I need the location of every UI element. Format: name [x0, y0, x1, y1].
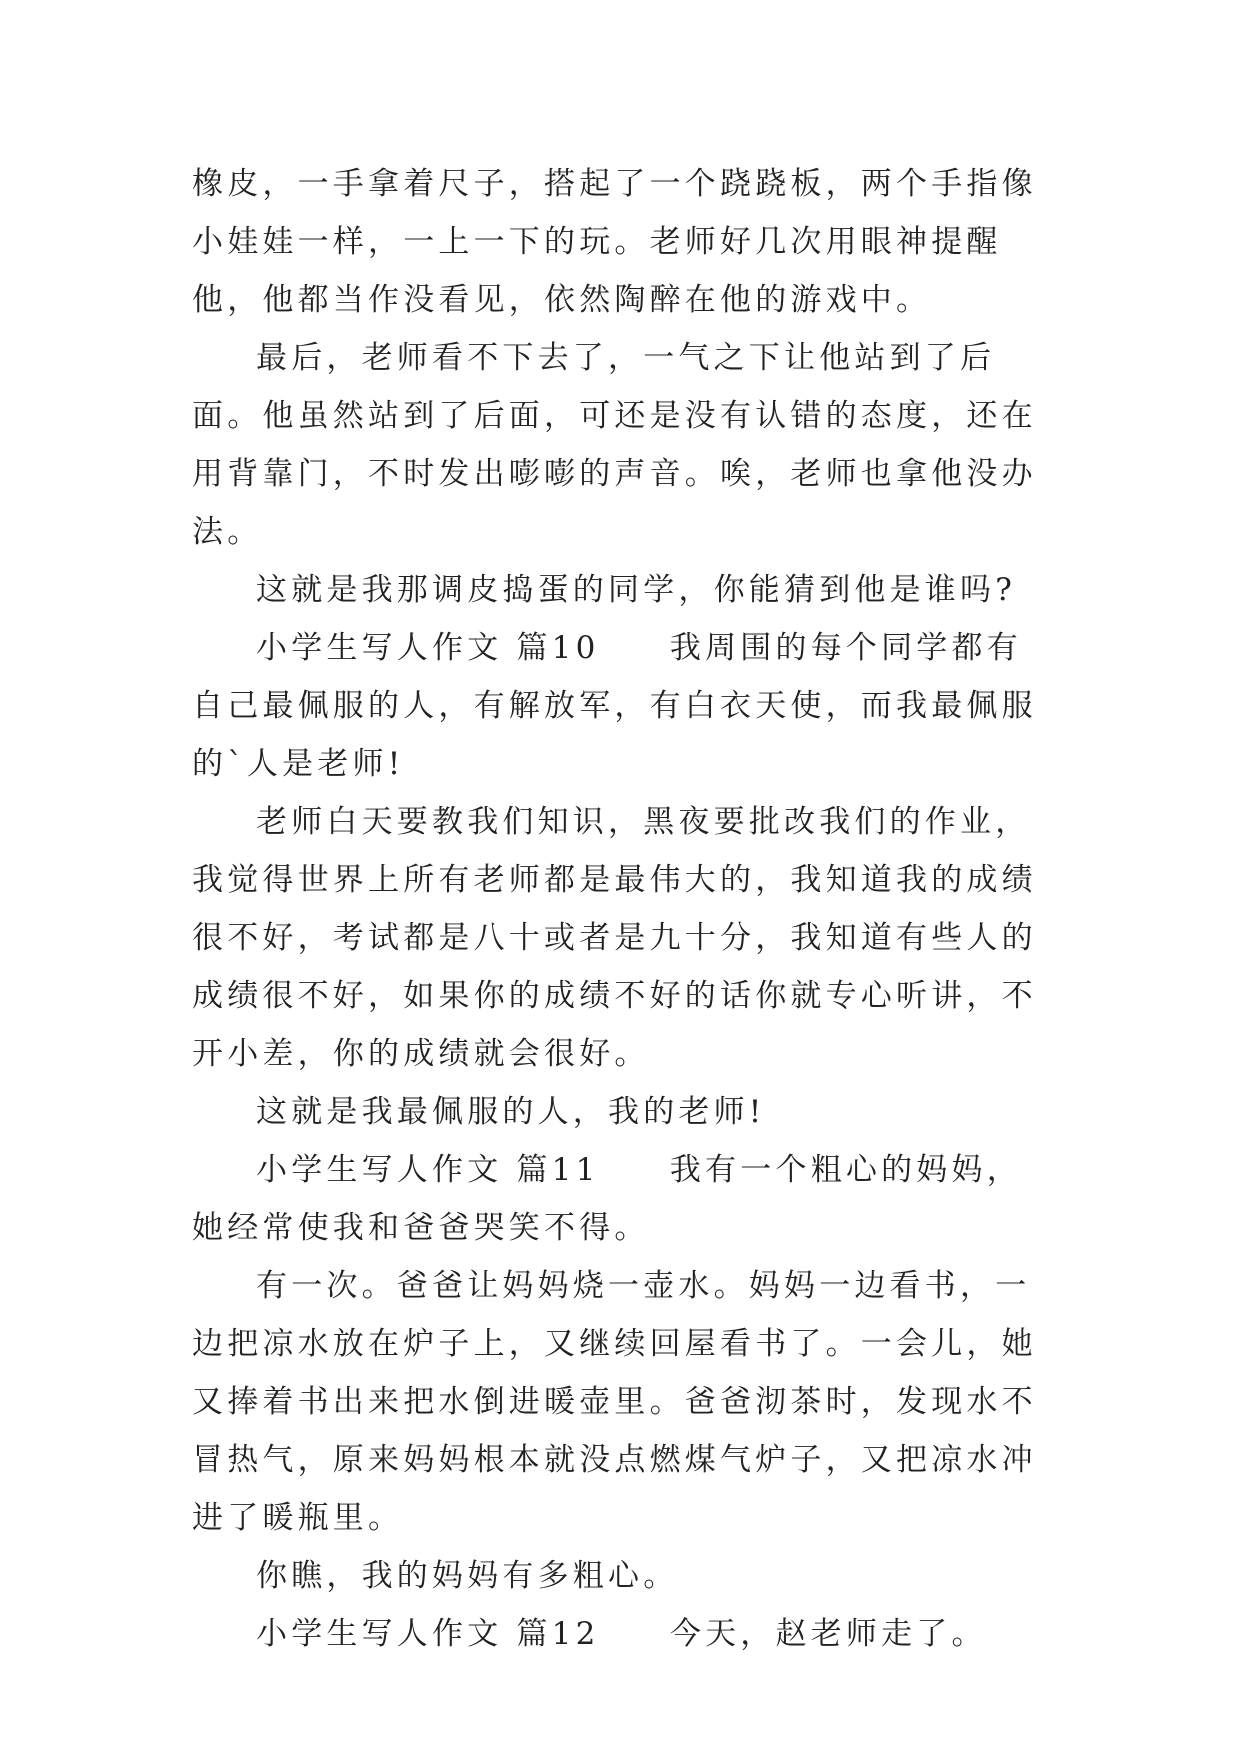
paragraph: 这就是我那调皮捣蛋的同学，你能猜到他是谁吗? — [256, 572, 1017, 608]
paragraph: 老师白天要教我们知识，黑夜要批改我们的作业，我觉得世界上所有老师都是最伟大的，我知道我的成绩很不好，考试都是八十或者是九十分，我知道有些人的成绩很不好，如果你的成绩不好的话你就专心听讲，不开小差，你的成绩就会很好。 — [192, 804, 1037, 1072]
paragraph: 最后，老师看不下去了，一气之下让他站到了后面。他虽然站到了后面，可还是没有认错的态度，还在用背靠门，不时发出嘭嘭的声音。唉，老师也拿他没办法。 — [192, 340, 1037, 550]
paragraph: 有一次。爸爸让妈妈烧一壶水。妈妈一边看书，一边把凉水放在炉子上，又继续回屋看书了。一会儿，她又捧着书出来把水倒进暖壶里。爸爸沏茶时，发现水不冒热气，原来妈妈根本就没点燃煤气炉子，又把凉水冲进了暖瓶里。 — [192, 1268, 1037, 1536]
paragraph: 小学生写人作文 篇10 我周围的每个同学都有自己最佩服的人，有解放军，有白衣天使，而我最佩服的`人是老师! — [192, 630, 1037, 782]
document-body — [192, 155, 1050, 1663]
paragraph: 你瞧，我的妈妈有多粗心。 — [256, 1558, 679, 1594]
paragraph: 橡皮，一手拿着尺子，搭起了一个跷跷板，两个手指像小娃娃一样，一上一下的玩。老师好几次用眼神提醒他，他都当作没看见，依然陶醉在他的游戏中。 — [192, 166, 1037, 318]
paragraph: 小学生写人作文 篇11 我有一个粗心的妈妈，她经常使我和爸爸哭笑不得。 — [192, 1152, 1022, 1246]
paragraph: 这就是我最佩服的人，我的老师! — [256, 1094, 766, 1130]
paragraph: 小学生写人作文 篇12 今天，赵老师走了。 — [256, 1616, 987, 1652]
